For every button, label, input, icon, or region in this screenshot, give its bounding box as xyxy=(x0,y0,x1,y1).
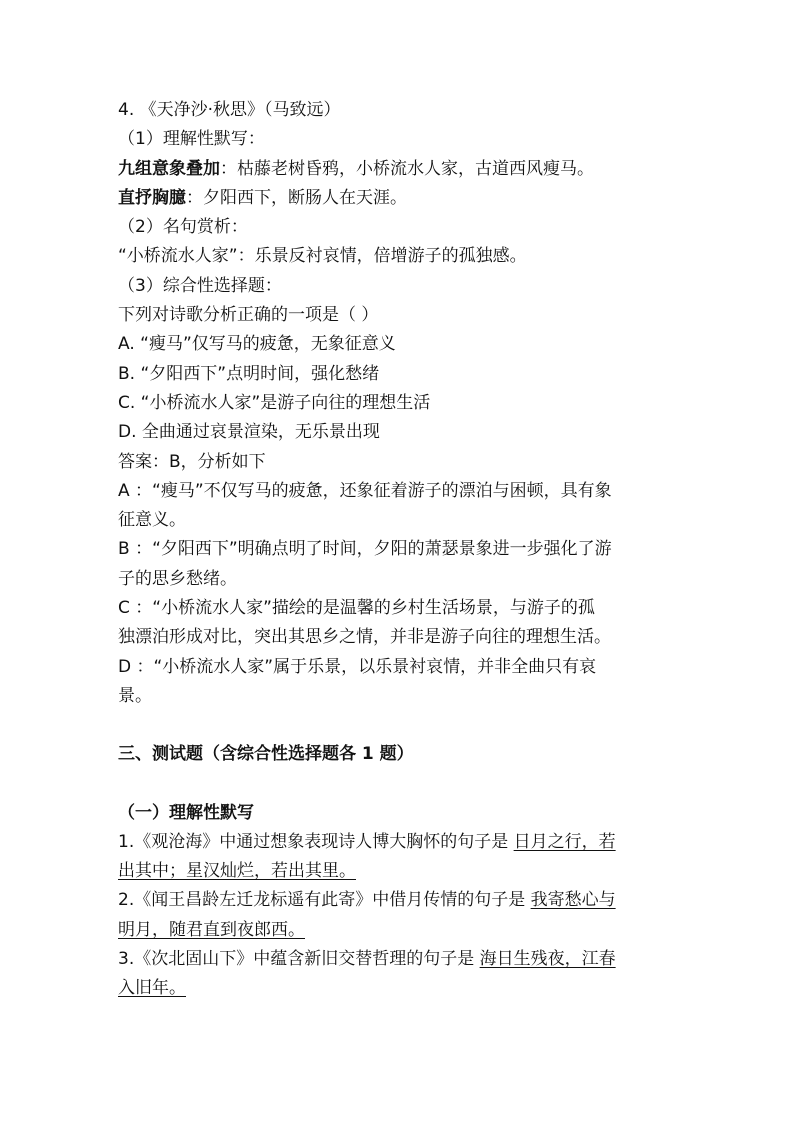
spacer xyxy=(118,770,678,799)
test-item-3-prefix: 3.《次北固山下》中蕴含新旧交替哲理的句子是 xyxy=(118,949,480,970)
test-item-1-line-1 xyxy=(118,828,678,857)
part1-label: （1）理解性默写： xyxy=(118,129,265,150)
option-b: B. “夕阳西下”点明时间，强化愁绪 xyxy=(118,363,380,384)
analysis-d-line-2: 景。 xyxy=(118,685,152,706)
analysis-c-line-1: C ：“小桥流水人家”描绘的是温馨的乡村生活场景，与游子的孤 xyxy=(118,598,595,619)
analysis-b-line-2: 子的思乡愁绪。 xyxy=(118,568,237,589)
test-item-3-answer-part1: 海日生残夜，江春 xyxy=(479,949,616,970)
dictation-line-2-label: 直抒胸臆 xyxy=(118,187,186,208)
test-item-1-line-2 xyxy=(118,857,678,886)
dictation-line-1-text: ：枯藤老树昏鸦，小桥流水人家，古道西风瘦马。 xyxy=(220,158,594,179)
part2-label: （2）名句赏析： xyxy=(118,217,248,238)
document-page xyxy=(118,96,678,1004)
test-item-3-answer-part2: 入旧年。 xyxy=(118,978,186,999)
dictation-line-2-text: ：夕阳西下，断肠人在天涯。 xyxy=(186,187,407,208)
option-c: C. “小桥流水人家”是游子向往的理想生活 xyxy=(118,392,431,413)
test-item-3-line-1 xyxy=(118,945,678,974)
answer-text: 答案：B，分析如下 xyxy=(118,451,266,472)
spacer xyxy=(118,711,678,740)
poem-title: 4. 《天净沙·秋思》（马致远） xyxy=(118,100,341,120)
test-item-3-line-2 xyxy=(118,974,678,1003)
analysis-c-line-2: 独漂泊形成对比，突出其思乡之情，并非是游子向往的理想生活。 xyxy=(118,627,611,648)
test-item-2-line-2 xyxy=(118,916,678,945)
dictation-line-1-label: 九组意象叠加 xyxy=(118,158,220,179)
test-item-2-answer-part1: 我寄愁心与 xyxy=(530,890,616,911)
option-d: D. 全曲通过哀景渲染，无乐景出现 xyxy=(118,422,380,443)
test-item-2-line-1 xyxy=(118,886,678,915)
dictation-line-1 xyxy=(118,155,678,184)
appreciation-text: “小桥流水人家”：乐景反衬哀情，倍增游子的孤独感。 xyxy=(118,246,527,267)
test-item-2-prefix: 2.《闻王昌龄左迁龙标遥有此寄》中借月传情的句子是 xyxy=(118,890,531,911)
test-item-1-answer-part1: 日月之行，若 xyxy=(513,831,616,852)
sub-heading: （一）理解性默写 xyxy=(118,802,254,823)
question-text: 下列对诗歌分析正确的一项是（ ） xyxy=(118,305,379,326)
analysis-d-line-1: D ：“小桥流水人家”属于乐景，以乐景衬哀情，并非全曲只有哀 xyxy=(118,656,597,677)
analysis-b-line-1: B ：“夕阳西下”明确点明了时间，夕阳的萧瑟景象进一步强化了游 xyxy=(118,539,612,560)
dictation-line-2 xyxy=(118,184,678,213)
test-item-1-answer-part2: 出其中；星汉灿烂，若出其里。 xyxy=(118,861,356,882)
test-item-2-answer-part2: 明月，随君直到夜郎西。 xyxy=(118,919,305,940)
analysis-a-line-2: 征意义。 xyxy=(118,510,186,531)
part3-label: （3）综合性选择题： xyxy=(118,275,282,296)
test-item-1-prefix: 1.《观沧海》中通过想象表现诗人博大胸怀的句子是 xyxy=(118,831,514,852)
option-a: A. “瘦马”仅写马的疲惫，无象征意义 xyxy=(118,334,396,355)
analysis-a-line-1: A ：“瘦马”不仅写马的疲惫，还象征着游子的漂泊与困顿，具有象 xyxy=(118,480,612,501)
section-heading: 三、测试题（含综合性选择题各 1 题） xyxy=(118,744,414,765)
